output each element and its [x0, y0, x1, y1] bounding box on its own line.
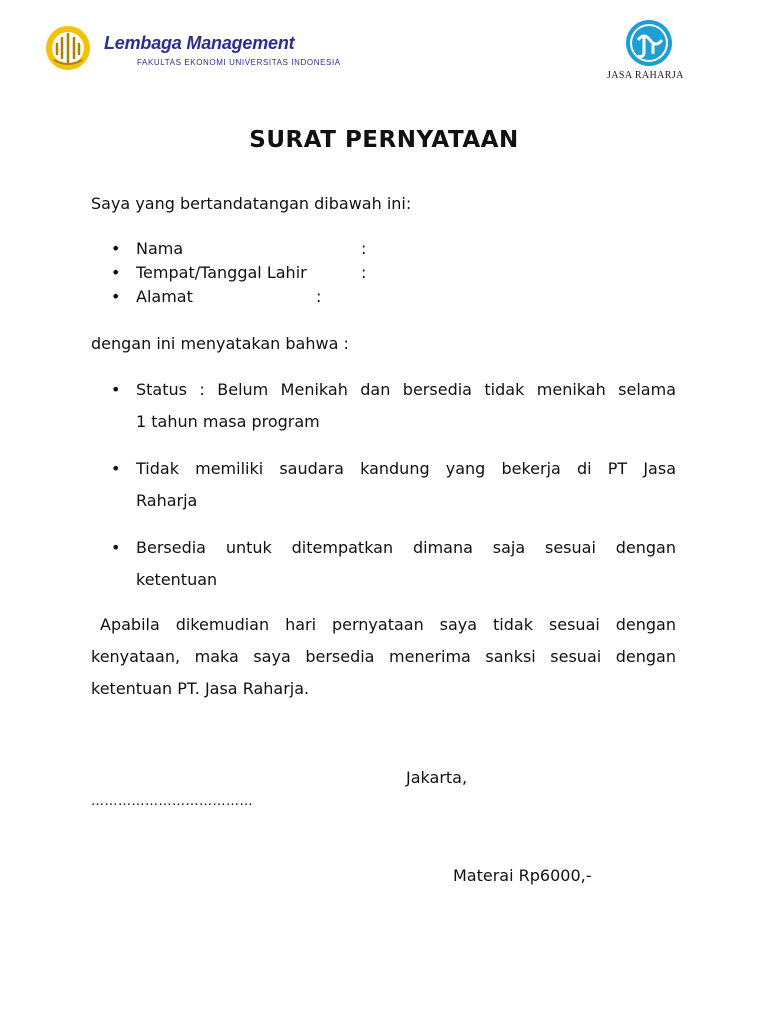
left-org-name: Lembaga Management [104, 33, 295, 53]
date-placeholder: ……………………………… [91, 794, 253, 809]
closing-line-1: Apabila dikemudian hari pernyataan saya tidak sesuai dengan [100, 615, 676, 634]
point-3-line-2: ketentuan [136, 570, 218, 589]
document-title: SURAT PERNYATAAN [249, 127, 519, 153]
jasa-raharja-logo-icon [624, 18, 674, 68]
right-org-name: JASA RAHARJA [607, 70, 684, 81]
field-label-nama: Nama [136, 239, 184, 258]
makara-logo-icon [44, 24, 92, 72]
intro-text: Saya yang bertandatangan dibawah ini: [91, 194, 412, 213]
point-2-line-2: Raharja [136, 491, 198, 510]
statement-intro: dengan ini menyatakan bahwa : [91, 334, 349, 353]
field-sep-ttl: : [361, 263, 367, 282]
point-2-line-1: Tidak memiliki saudara kandung yang bekerja di PT Jasa [136, 459, 676, 478]
closing-line-2: kenyataan, maka saya bersedia menerima sanksi sesuai dengan [91, 647, 676, 666]
closing-line-3: ketentuan PT. Jasa Raharja. [91, 679, 310, 698]
point-3-line-1: Bersedia untuk ditempatkan dimana saja sesuai dengan [136, 538, 676, 557]
point-1-line-2: 1 tahun masa program [136, 412, 320, 431]
field-sep-alamat: : [316, 287, 322, 306]
field-label-ttl: Tempat/Tanggal Lahir [136, 263, 307, 282]
left-org-subtitle: FAKULTAS EKONOMI UNIVERSITAS INDONESIA [137, 58, 341, 67]
field-label-alamat: Alamat [136, 287, 193, 306]
bullet-icon: • [111, 538, 121, 557]
bullet-icon: • [111, 287, 121, 306]
bullet-icon: • [111, 380, 121, 399]
point-1-line-1: Status : Belum Menikah dan bersedia tidak menikah selama [136, 380, 676, 399]
materai-label: Materai Rp6000,- [453, 866, 592, 885]
bullet-icon: • [111, 239, 121, 258]
bullet-icon: • [111, 263, 121, 282]
field-sep-nama: : [361, 239, 367, 258]
bullet-icon: • [111, 459, 121, 478]
signature-place: Jakarta, [406, 768, 468, 787]
